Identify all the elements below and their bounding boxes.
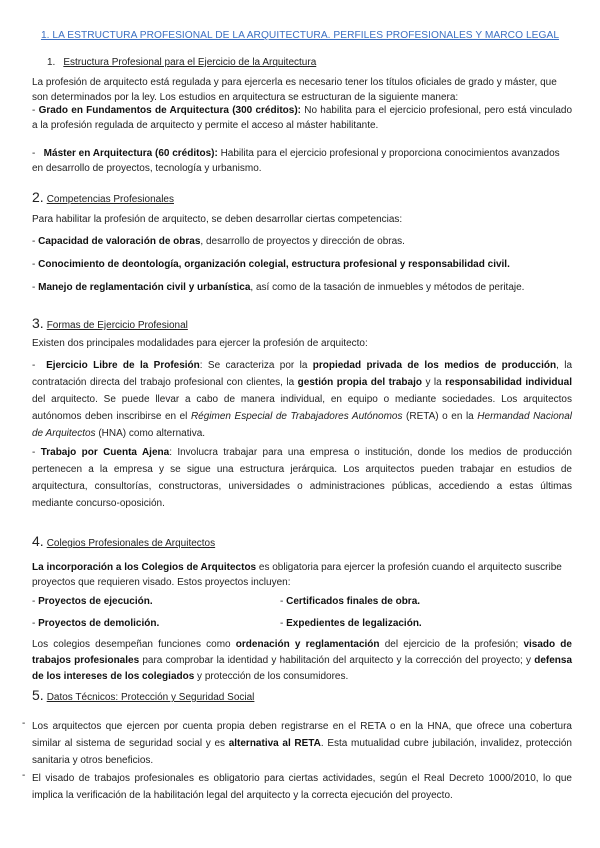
libre-bold-4: responsabilidad individual xyxy=(445,377,572,388)
libre-italic-1: Régimen Especial de Trabajadores Autónomos xyxy=(190,411,403,422)
comp-3-text: , así como de la tasación de inmuebles y métodos de peritaje. xyxy=(250,282,525,293)
libre-bold-2: propiedad privada de los medios de producción xyxy=(312,360,557,371)
libre-text-5: (RETA) o en la xyxy=(402,411,478,422)
s2-comp-3: - Manejo de reglamentación civil y urbanística, así como de la tasación de inmuebles y métodos de peritaje. xyxy=(32,282,525,293)
libre-text-3: y la xyxy=(421,377,446,388)
s4-item-1: - Proyectos de ejecución. xyxy=(32,596,153,607)
bullet-dash: - xyxy=(22,718,26,729)
document-title: 1. LA ESTRUCTURA PROFESIONAL DE LA ARQUITECTURA. PERFILES PROFESIONALES Y MARCO LEGAL xyxy=(40,30,560,41)
s4-item-3: - Proyectos de demolición. xyxy=(32,618,160,629)
ajena-text: : Involucra trabajar para una empresa o institución, donde los medios de producción pertenecen a la empresa y se sigue una estructura jerárquica. Los arquitectos pueden trabajar en estudios de arquitectura, consultorías, constructoras, universidades o administraciones públicas, accediendo a estas últimas mediante concurso-oposición. xyxy=(32,447,572,509)
master-text: Habilita para el ejercicio profesional y proporciona conocimientos avanzados en desarrollo de proyectos, tecnología y urbanismo. xyxy=(32,148,560,174)
func-bold-2: visado de trabajos profesionales xyxy=(32,639,572,666)
s2-comp-1: - Capacidad de valoración de obras, desarrollo de proyectos y dirección de obras. xyxy=(32,236,405,247)
s3-ajena: - Trabajo por Cuenta Ajena: Involucra trabajar para una empresa o institución, donde los medios de producción pertenecen a la empresa y se sigue una estructura jerárquica. Los arquitectos pueden trabajar en estudios de arquitectura, consultorías, constructoras, universidades o administraciones públicas, accediendo a estas últimas mediante concurso-oposición. xyxy=(32,447,572,509)
section-number: 2. xyxy=(32,189,44,205)
func-text-2: del ejercicio de la profesión; xyxy=(379,639,524,650)
libre-bold-3: gestión propia del trabajo xyxy=(297,377,422,388)
grado-text: No habilita para el ejercicio profesional, pero está vinculado a la profesión regulada de arquitecto y permite el acceso al máster habilitante. xyxy=(32,105,573,131)
section-number: 4. xyxy=(32,533,44,549)
section-1-heading xyxy=(47,57,316,68)
comp-3-label: Manejo de reglamentación civil y urbanística xyxy=(38,282,251,293)
comp-1-text: , desarrollo de proyectos y dirección de obras. xyxy=(200,236,405,247)
section-3-heading xyxy=(32,315,188,331)
s2-comp-2: - Conocimiento de deontología, organización colegial, estructura profesional y responsabilidad civil. xyxy=(32,259,510,270)
libre-label: Ejercicio Libre de la Profesión xyxy=(46,360,200,371)
s1-master: - Máster en Arquitectura (60 créditos): Habilita para el ejercicio profesional y proporciona conocimientos avanzados en desarrollo de proyectos, tecnología y urbanismo. xyxy=(32,148,560,174)
section-title: Estructura Profesional para el Ejercicio de la Arquitectura xyxy=(63,57,317,68)
proyecto-ejecucion: Proyectos de ejecución. xyxy=(38,596,153,607)
b1-bold: alternativa al RETA xyxy=(228,738,321,749)
libre-italic-2: Hermandad Nacional de Arquitectos xyxy=(32,411,572,439)
s1-grado: - Grado en Fundamentos de Arquitectura (300 créditos): No habilita para el ejercicio profesional, pero está vinculado a la profesión regulada de arquitecto y permite el acceso al máster habilitante. xyxy=(32,105,573,131)
comp-1-label: Capacidad de valoración de obras xyxy=(38,236,201,247)
s5-bullet-2: El visado de trabajos profesionales es obligatorio para ciertas actividades, según el Real Decreto 1000/2010, lo que implica la verificación de la habilitación legal del arquitecto y la correcta ejecución del proyecto. xyxy=(32,773,572,801)
func-bold-1: ordenación y reglamentación xyxy=(235,639,380,650)
section-number: 3. xyxy=(32,315,44,331)
section-4-heading xyxy=(32,533,215,549)
b1-text-2: . Esta mutualidad cubre jubilación, invalidez, protección sanitaria y otros beneficios. xyxy=(32,738,572,766)
colegios-text: es obligatoria para ejercer la profesión cuando el arquitecto suscribe proyectos que requieren visado. Estos proyectos incluyen: xyxy=(32,562,562,588)
comp-2-label: Conocimiento de deontología, organización colegial, estructura profesional y responsabilidad civil. xyxy=(38,259,510,270)
s1-intro: La profesión de arquitecto está regulada y para ejercerla es necesario tener los títulos oficiales de grado y máster, que son determinados por la ley. Los estudios en arquitectura se estructuran de la siguiente manera: xyxy=(32,77,557,103)
libre-text-4: del arquitecto. Se puede llevar a cabo de manera individual, en equipo o mediante sociedades. Los arquitectos autónomos deben inscribirse en el xyxy=(32,394,572,422)
section-5-heading xyxy=(32,687,254,703)
certificados-finales: Certificados finales de obra. xyxy=(286,596,421,607)
section-title: Competencias Profesionales xyxy=(46,194,174,205)
section-title: Formas de Ejercicio Profesional xyxy=(46,320,188,331)
colegios-label: La incorporación a los Colegios de Arquitectos xyxy=(32,562,257,573)
proyecto-demolicion: Proyectos de demolición. xyxy=(38,618,160,629)
libre-text-1: : Se caracteriza por la xyxy=(199,360,313,371)
s2-intro: Para habilitar la profesión de arquitecto, se deben desarrollar ciertas competencias: xyxy=(32,214,403,225)
expedientes-legalizacion: Expedientes de legalización. xyxy=(286,618,422,629)
func-text-4: y protección de los consumidores. xyxy=(194,671,349,682)
s3-intro: Existen dos principales modalidades para ejercer la profesión de arquitecto: xyxy=(32,338,368,349)
bullet-dash: - xyxy=(22,770,26,781)
libre-text-6: (HNA) como alternativa. xyxy=(95,428,206,439)
func-text-1: Los colegios desempeñan funciones como xyxy=(32,639,236,650)
libre-text-2: , la contratación directa del trabajo profesional con clientes, la xyxy=(32,360,573,388)
b1-text-1: Los arquitectos que ejercen por cuenta propia deben registrarse en el RETA o en la HNA, que ofrece una cobertura similar al sistema de seguridad social y es xyxy=(32,721,572,749)
section-2-heading xyxy=(32,189,174,205)
section-title: Datos Técnicos: Protección y Seguridad Social xyxy=(46,692,255,703)
master-label: Máster en Arquitectura (60 créditos): xyxy=(43,148,218,159)
s5-bullet-1 xyxy=(32,718,572,769)
section-title: Colegios Profesionales de Arquitectos xyxy=(46,538,216,549)
section-number: 5. xyxy=(32,687,44,703)
func-text-3: para comprobar la identidad y habilitación del arquitecto y la corrección del proyecto; y xyxy=(139,655,535,666)
section-number: 1. xyxy=(47,57,56,68)
s4-intro xyxy=(32,560,572,590)
s3-libre: - Ejercicio Libre de la Profesión: Se caracteriza por la propiedad privada de los medios de producción, la contratación directa del trabajo profesional con clientes, la gestión propia del trabajo y la responsabilidad individual del arquitecto. Se puede llevar a cabo de manera individual, en equipo o mediante sociedades. Los arquitectos autónomos deben inscribirse en el Régimen Especial de Trabajadores Autónomos (RETA) o en la Hermandad Nacional de Arquitectos (HNA) como alternativa. xyxy=(32,360,573,439)
grado-label: Grado en Fundamentos de Arquitectura (300 créditos): xyxy=(38,105,302,116)
s4-item-4: - Expedientes de legalización. xyxy=(280,618,422,629)
s4-item-2: - Certificados finales de obra. xyxy=(280,596,421,607)
ajena-label: Trabajo por Cuenta Ajena xyxy=(40,447,170,458)
s4-funciones xyxy=(32,637,572,685)
func-bold-3: defensa de los intereses de los colegiados xyxy=(32,655,573,682)
